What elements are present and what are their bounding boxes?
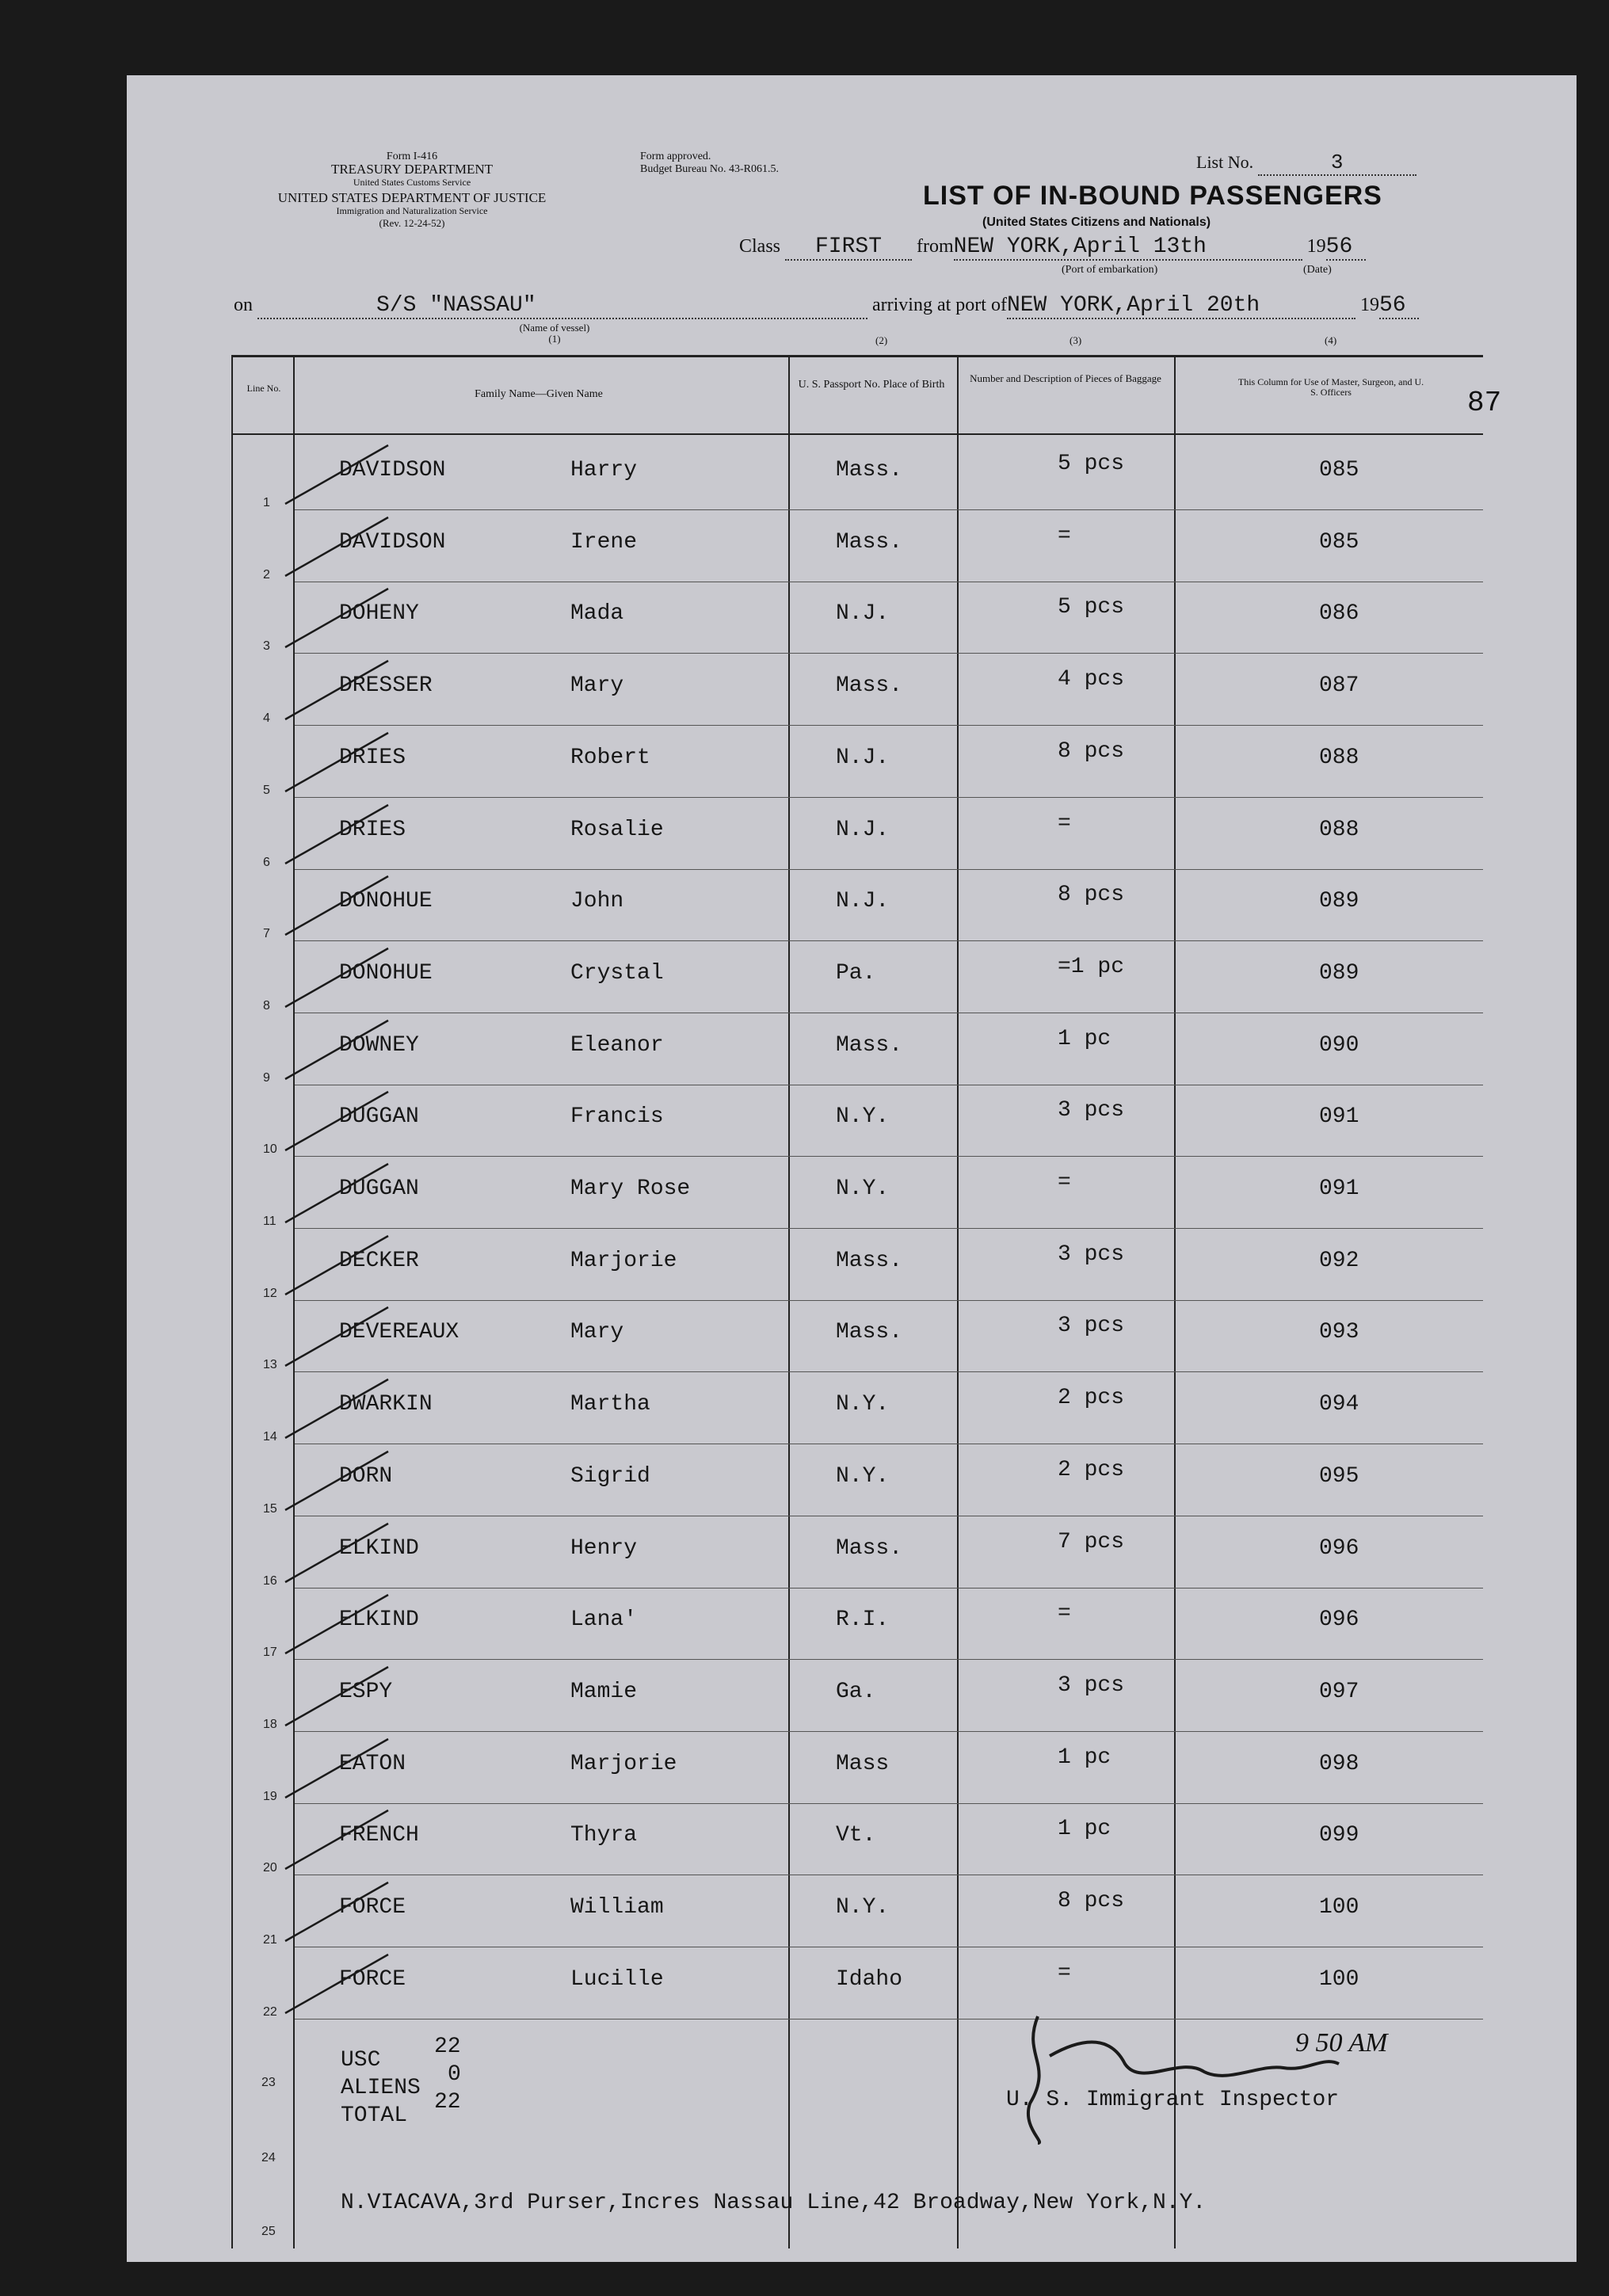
family-name: DRIES <box>339 745 406 770</box>
check-mark-icon <box>277 1089 404 1152</box>
baggage: 3 pcs <box>1058 1314 1125 1339</box>
birthplace: Pa. <box>836 960 876 986</box>
family-name: DOHENY <box>339 601 419 627</box>
line-number-25: 25 <box>261 2225 276 2238</box>
given-name: Eleanor <box>570 1032 664 1058</box>
justice-dept: UNITED STATES DEPARTMENT OF JUSTICE <box>277 190 547 205</box>
officer-code: 092 <box>1319 1248 1359 1273</box>
list-no-label: List No. <box>1196 152 1254 172</box>
baggage: = <box>1058 1170 1071 1195</box>
treasury-dept: TREASURY DEPARTMENT <box>330 162 494 177</box>
purser-line: N.VIACAVA,3rd Purser,Incres Nassau Line,42 Broadway,New York,N.Y. <box>341 2191 1207 2215</box>
list-number-block <box>1196 151 1474 176</box>
table-left-border <box>231 355 233 2248</box>
total-label: TOTAL <box>341 2103 408 2128</box>
vessel-line <box>234 293 1485 325</box>
check-mark-icon <box>277 1807 404 1871</box>
family-name: DONOHUE <box>339 960 433 986</box>
total-value: 22 <box>434 2090 461 2115</box>
line-number: 9 <box>263 1070 270 1085</box>
birthplace: Mass. <box>836 1535 903 1561</box>
birthplace: Vt. <box>836 1823 876 1848</box>
class-label: Class <box>739 236 781 257</box>
line-number: 14 <box>263 1430 277 1444</box>
year-prefix: 19 <box>1306 236 1326 257</box>
class-value: FIRST <box>785 235 912 261</box>
baggage: 5 pcs <box>1058 452 1125 476</box>
birthplace: Mass. <box>836 1032 903 1058</box>
row-divider <box>295 1371 1483 1372</box>
row-divider <box>295 509 1483 510</box>
officer-code: 097 <box>1319 1679 1359 1704</box>
line-number: 21 <box>263 1933 277 1947</box>
line-number-23: 23 <box>261 2076 276 2089</box>
birthplace: Mass. <box>836 1320 903 1345</box>
row-divider <box>295 1659 1483 1660</box>
row-divider <box>295 940 1483 941</box>
birthplace: N.Y. <box>836 1392 890 1417</box>
port-embarkation-caption: (Port of embarkation) <box>1062 264 1158 276</box>
check-mark-icon <box>277 658 404 721</box>
birthplace: N.J. <box>836 745 890 770</box>
baggage: 1 pc <box>1058 1817 1111 1842</box>
family-name: DRESSER <box>339 673 433 699</box>
line-number: 10 <box>263 1142 277 1157</box>
baggage: 2 pcs <box>1058 1386 1125 1411</box>
officer-code: 088 <box>1319 745 1359 770</box>
officer-code: 096 <box>1319 1608 1359 1633</box>
family-name: FORCE <box>339 1966 406 1992</box>
embarkation-year: 56 <box>1326 235 1366 261</box>
family-name: DUGGAN <box>339 1104 419 1130</box>
baggage: 8 pcs <box>1058 738 1125 764</box>
usc-label: USC <box>341 2048 381 2073</box>
class-line <box>739 235 1484 266</box>
check-mark-icon <box>277 802 404 865</box>
check-mark-icon <box>277 1233 404 1296</box>
officer-code: 085 <box>1319 529 1359 555</box>
family-name: DUGGAN <box>339 1177 419 1201</box>
line-number: 20 <box>263 1861 277 1875</box>
family-name: DONOHUE <box>339 889 433 914</box>
given-name: Henry <box>570 1535 638 1561</box>
family-name: ESPY <box>339 1679 393 1704</box>
baggage: 3 pcs <box>1058 1098 1125 1123</box>
line-number: 3 <box>263 639 270 654</box>
row-divider <box>295 1228 1483 1229</box>
col-divider-officers <box>1174 355 1176 2248</box>
usc-value: 22 <box>434 2035 461 2059</box>
baggage: = <box>1058 1960 1071 1985</box>
row-divider <box>295 725 1483 726</box>
birthplace: N.J. <box>836 817 890 842</box>
given-name: Thyra <box>570 1823 638 1848</box>
birthplace: Mass. <box>836 673 903 699</box>
officer-code: 099 <box>1319 1823 1359 1848</box>
baggage: 3 pcs <box>1058 1672 1125 1698</box>
given-name: Francis <box>570 1104 664 1130</box>
row-divider <box>295 1803 1483 1804</box>
on-label: on <box>234 295 253 315</box>
family-name: DAVIDSON <box>339 529 446 555</box>
line-number: 11 <box>263 1215 276 1228</box>
given-name: Sigrid <box>570 1463 650 1489</box>
officer-code: 094 <box>1319 1392 1359 1417</box>
time-note: 9 50 AM <box>1295 2028 1388 2058</box>
from-label: from <box>917 236 954 257</box>
inspector-label: U. S. Immigrant Inspector <box>1006 2088 1340 2112</box>
family-name: FORCE <box>339 1895 406 1920</box>
check-mark-icon <box>277 514 404 578</box>
line-number: 17 <box>263 1646 277 1660</box>
given-name: Martha <box>570 1392 650 1417</box>
line-number-24: 24 <box>261 2151 276 2164</box>
given-name: Irene <box>570 529 638 555</box>
given-name: Mary Rose <box>570 1177 691 1201</box>
officer-code: 085 <box>1319 458 1359 482</box>
baggage: 5 pcs <box>1058 595 1125 620</box>
birthplace: R.I. <box>836 1608 890 1633</box>
baggage: 8 pcs <box>1058 883 1125 908</box>
family-name: EATON <box>339 1751 406 1776</box>
document-title: LIST OF IN-BOUND PASSENGERS <box>923 181 1382 211</box>
col-divider-passport <box>788 355 790 2248</box>
birthplace: Mass. <box>836 1248 903 1273</box>
given-name: Robert <box>570 745 650 770</box>
baggage: = <box>1058 810 1071 836</box>
officer-code: 093 <box>1319 1320 1359 1345</box>
customs-service: United States Customs Service <box>353 177 471 188</box>
family-name: DECKER <box>339 1248 419 1273</box>
birthplace: N.Y. <box>836 1177 890 1201</box>
check-mark-icon <box>277 1592 404 1655</box>
document-subtitle: (United States Citizens and Nationals) <box>982 215 1211 229</box>
baggage: 1 pc <box>1058 1026 1111 1051</box>
family-name: DRIES <box>339 817 406 842</box>
header-baggage: Number and Description of Pieces of Baggage <box>970 372 1161 384</box>
line-number: 8 <box>263 998 270 1013</box>
col-divider-baggage <box>957 355 959 2248</box>
row-divider <box>295 1731 1483 1732</box>
officer-code: 089 <box>1319 889 1359 914</box>
table-header-border <box>231 433 1483 435</box>
baggage: =1 pc <box>1058 954 1125 979</box>
baggage: 7 pcs <box>1058 1529 1125 1554</box>
baggage: 2 pcs <box>1058 1457 1125 1482</box>
budget-bureau: Budget Bureau No. 43-R061.5. <box>640 163 779 175</box>
caption-2: (2) <box>875 334 888 346</box>
birthplace: N.Y. <box>836 1463 890 1489</box>
arrival-port-date: NEW YORK,April 20th <box>1007 293 1355 319</box>
baggage: 4 pcs <box>1058 667 1125 692</box>
line-number: 22 <box>263 2004 277 2019</box>
arriving-label: arriving at port of <box>872 295 1007 315</box>
family-name: ELKIND <box>339 1535 419 1561</box>
birthplace: N.J. <box>836 601 890 627</box>
check-mark-icon <box>277 1376 404 1440</box>
check-mark-icon <box>277 1736 404 1799</box>
row-divider <box>295 1588 1483 1589</box>
header-name: Family Name—Given Name <box>475 388 603 400</box>
birthplace: N.J. <box>836 889 890 914</box>
family-name: DORN <box>339 1463 393 1489</box>
row-divider <box>295 1156 1483 1157</box>
line-number: 12 <box>263 1286 277 1300</box>
family-name: DOWNEY <box>339 1032 419 1058</box>
agency-block <box>230 151 594 230</box>
aliens-label: ALIENS <box>341 2076 421 2100</box>
officer-code: 089 <box>1319 960 1359 986</box>
line-number: 15 <box>263 1501 277 1516</box>
line-number: 18 <box>263 1717 277 1731</box>
check-mark-icon <box>277 1017 404 1081</box>
header-passport: U. S. Passport No. Place of Birth <box>798 379 945 391</box>
family-name: FRENCH <box>339 1823 419 1848</box>
given-name: John <box>570 889 624 914</box>
arrival-year: 56 <box>1379 293 1419 319</box>
officer-code: 091 <box>1319 1104 1359 1130</box>
vessel-name: S/S "NASSAU" <box>257 293 867 319</box>
line-number: 7 <box>263 927 270 941</box>
list-no-value: 3 <box>1258 151 1416 176</box>
line-number: 5 <box>263 783 270 797</box>
given-name: Mamie <box>570 1679 638 1704</box>
line-number: 6 <box>263 855 270 869</box>
officer-code: 086 <box>1319 601 1359 627</box>
family-name: DWARKIN <box>339 1392 433 1417</box>
ins-service: Immigration and Naturalization Service <box>336 205 488 216</box>
baggage: = <box>1058 1601 1071 1627</box>
given-name: Mada <box>570 601 624 627</box>
page-number: 87 <box>1467 387 1502 419</box>
approval-block <box>640 151 779 176</box>
header-line-no: Line No. <box>246 383 281 394</box>
family-name: ELKIND <box>339 1608 419 1633</box>
check-mark-icon <box>277 1664 404 1727</box>
given-name: Harry <box>570 458 638 482</box>
aliens-value: 0 <box>448 2062 461 2087</box>
date-caption: (Date) <box>1303 264 1332 276</box>
officer-code: 088 <box>1319 817 1359 842</box>
check-mark-icon <box>277 1448 404 1512</box>
revision-date: (Rev. 12-24-52) <box>379 217 445 229</box>
officer-code: 095 <box>1319 1463 1359 1489</box>
officer-code: 087 <box>1319 673 1359 699</box>
caption-4: (4) <box>1325 334 1337 346</box>
given-name: Mary <box>570 1320 624 1345</box>
line-number: 16 <box>263 1573 277 1588</box>
check-mark-icon <box>277 1304 404 1367</box>
line-number: 13 <box>263 1358 277 1372</box>
embarkation-port-date: NEW YORK,April 13th <box>954 235 1302 261</box>
row-divider <box>295 1300 1483 1301</box>
check-mark-icon <box>277 1520 404 1584</box>
check-mark-icon <box>277 442 404 505</box>
given-name: Marjorie <box>570 1751 677 1776</box>
form-approved: Form approved. <box>640 151 711 162</box>
given-name: Crystal <box>570 960 664 986</box>
given-name: Lucille <box>570 1966 664 1992</box>
caption-3: (3) <box>1069 334 1082 346</box>
check-mark-icon <box>277 1951 404 2015</box>
check-mark-icon <box>277 873 404 936</box>
baggage: = <box>1058 523 1071 548</box>
birthplace: Ga. <box>836 1679 876 1704</box>
officer-code: 090 <box>1319 1032 1359 1058</box>
check-mark-icon <box>277 585 404 649</box>
vessel-caption <box>475 322 634 345</box>
check-mark-icon <box>277 1161 404 1224</box>
birthplace: Mass. <box>836 458 903 482</box>
birthplace: N.Y. <box>836 1895 890 1920</box>
birthplace: Idaho <box>836 1966 903 1992</box>
birthplace: Mass. <box>836 529 903 555</box>
line-number: 2 <box>263 567 270 582</box>
baggage: 1 pc <box>1058 1745 1111 1770</box>
family-name: DEVEREAUX <box>339 1320 459 1345</box>
line-number: 1 <box>263 496 270 509</box>
header-officers: This Column for Use of Master, Surgeon, and U. S. Officers <box>1237 376 1424 398</box>
check-mark-icon <box>277 730 404 793</box>
form-number: Form I-416 <box>386 151 438 162</box>
baggage: 8 pcs <box>1058 1889 1125 1913</box>
arrival-year-prefix: 19 <box>1359 295 1379 315</box>
vessel-caption-text: (Name of vessel) <box>519 322 590 334</box>
row-divider <box>295 869 1483 870</box>
row-divider <box>295 653 1483 654</box>
birthplace: Mass <box>836 1751 890 1776</box>
officer-code: 096 <box>1319 1535 1359 1561</box>
baggage: 3 pcs <box>1058 1241 1125 1267</box>
given-name: Marjorie <box>570 1248 677 1273</box>
given-name: William <box>570 1895 664 1920</box>
caption-1: (1) <box>548 333 561 345</box>
check-mark-icon <box>277 1879 404 1943</box>
officer-code: 098 <box>1319 1751 1359 1776</box>
officer-code: 100 <box>1319 1895 1359 1920</box>
line-number: 19 <box>263 1789 277 1803</box>
check-mark-icon <box>277 945 404 1009</box>
birthplace: N.Y. <box>836 1104 890 1130</box>
given-name: Rosalie <box>570 817 664 842</box>
line-number: 4 <box>263 711 270 726</box>
row-divider <box>295 797 1483 798</box>
officer-code: 091 <box>1319 1177 1359 1201</box>
family-name: DAVIDSON <box>339 458 446 482</box>
table-top-border <box>231 355 1483 357</box>
given-name: Mary <box>570 673 624 699</box>
officer-code: 100 <box>1319 1966 1359 1992</box>
given-name: Lana' <box>570 1608 638 1633</box>
